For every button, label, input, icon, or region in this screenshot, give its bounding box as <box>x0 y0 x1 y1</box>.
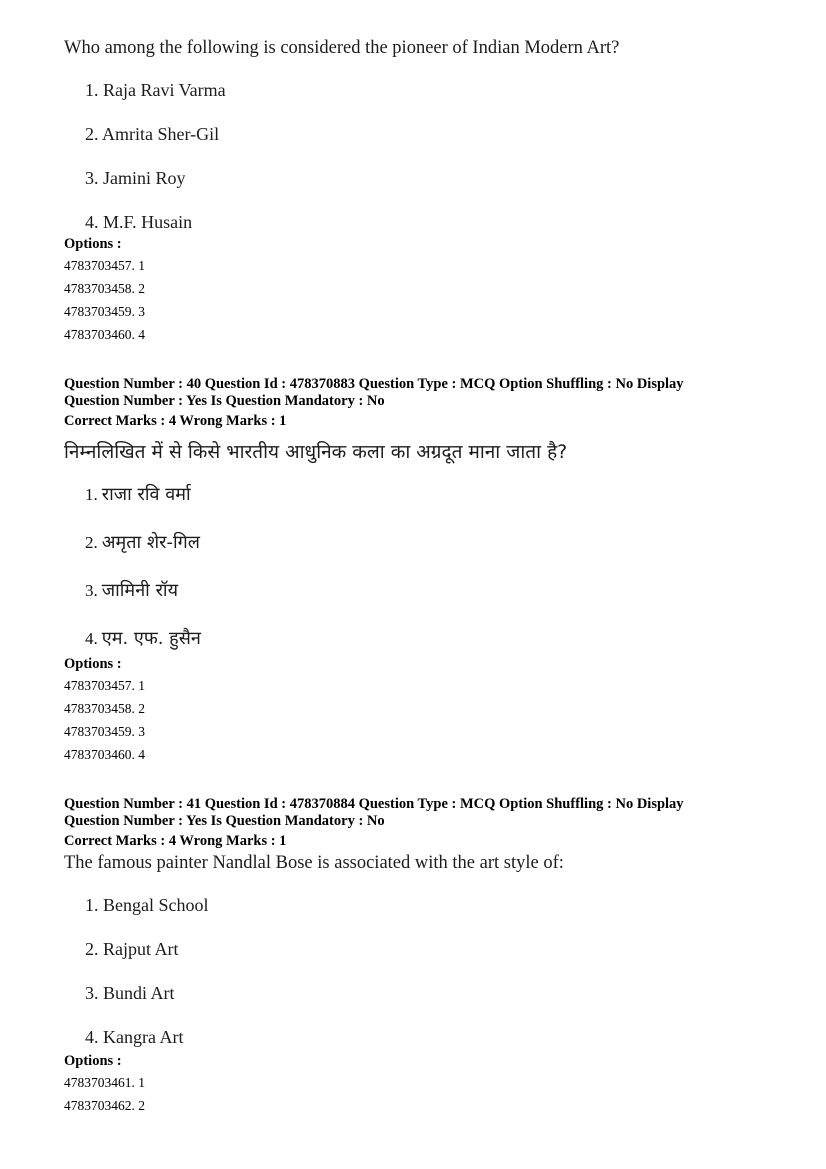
option-number: 4. <box>85 629 98 648</box>
option-id: 4783703460. 4 <box>64 327 145 342</box>
option-text: एम. एफ. हुसैन <box>101 628 201 649</box>
answer-option <box>85 578 178 602</box>
question-text: Who among the following is considered the pioneer of Indian Modern Art? <box>64 38 620 58</box>
answer-option: 2. Amrita Sher-Gil <box>85 124 220 144</box>
marks-line: Correct Marks : 4 Wrong Marks : 1 <box>64 413 287 429</box>
answer-option: 4. M.F. Husain <box>85 212 193 232</box>
answer-option: 3. Bundi Art <box>85 983 175 1003</box>
question-text: The famous painter Nandlal Bose is associated with the art style of: <box>64 853 564 873</box>
option-text: राजा रवि वर्मा <box>101 484 191 505</box>
marks-line: Correct Marks : 4 Wrong Marks : 1 <box>64 833 287 849</box>
option-number: 3. <box>85 581 98 600</box>
option-id: 4783703458. 2 <box>64 281 145 296</box>
answer-option <box>85 530 200 554</box>
answer-option: 1. Raja Ravi Varma <box>85 80 226 100</box>
question-meta-line: Question Number : 41 Question Id : 478370884 Question Type : MCQ Option Shuffling : No Display <box>64 796 684 812</box>
option-id: 4783703459. 3 <box>64 304 145 319</box>
question-meta-line: Question Number : Yes Is Question Mandatory : No <box>64 813 385 829</box>
option-id: 4783703460. 4 <box>64 747 145 762</box>
answer-option: 3. Jamini Roy <box>85 168 186 188</box>
question-meta-line: Question Number : 40 Question Id : 478370883 Question Type : MCQ Option Shuffling : No Display <box>64 376 684 392</box>
question-meta-line: Question Number : Yes Is Question Mandatory : No <box>64 393 385 409</box>
answer-option <box>85 626 201 650</box>
option-id: 4783703457. 1 <box>64 258 145 273</box>
options-label: Options : <box>64 236 122 252</box>
answer-option <box>85 482 191 506</box>
option-number: 2. <box>85 533 98 552</box>
answer-option: 4. Kangra Art <box>85 1027 184 1047</box>
option-id: 4783703462. 2 <box>64 1098 145 1113</box>
options-label: Options : <box>64 1053 122 1069</box>
option-text: जामिनी रॉय <box>101 580 179 601</box>
option-id: 4783703458. 2 <box>64 701 145 716</box>
option-text: अमृता शेर-गिल <box>101 532 201 553</box>
answer-option: 2. Rajput Art <box>85 939 179 959</box>
option-id: 4783703461. 1 <box>64 1075 145 1090</box>
option-id: 4783703457. 1 <box>64 678 145 693</box>
question-text: निम्नलिखित में से किसे भारतीय आधुनिक कला का अग्रदूत माना जाता है? <box>64 441 568 463</box>
answer-option: 1. Bengal School <box>85 895 209 915</box>
option-id: 4783703459. 3 <box>64 724 145 739</box>
option-number: 1. <box>85 485 98 504</box>
options-label: Options : <box>64 656 122 672</box>
